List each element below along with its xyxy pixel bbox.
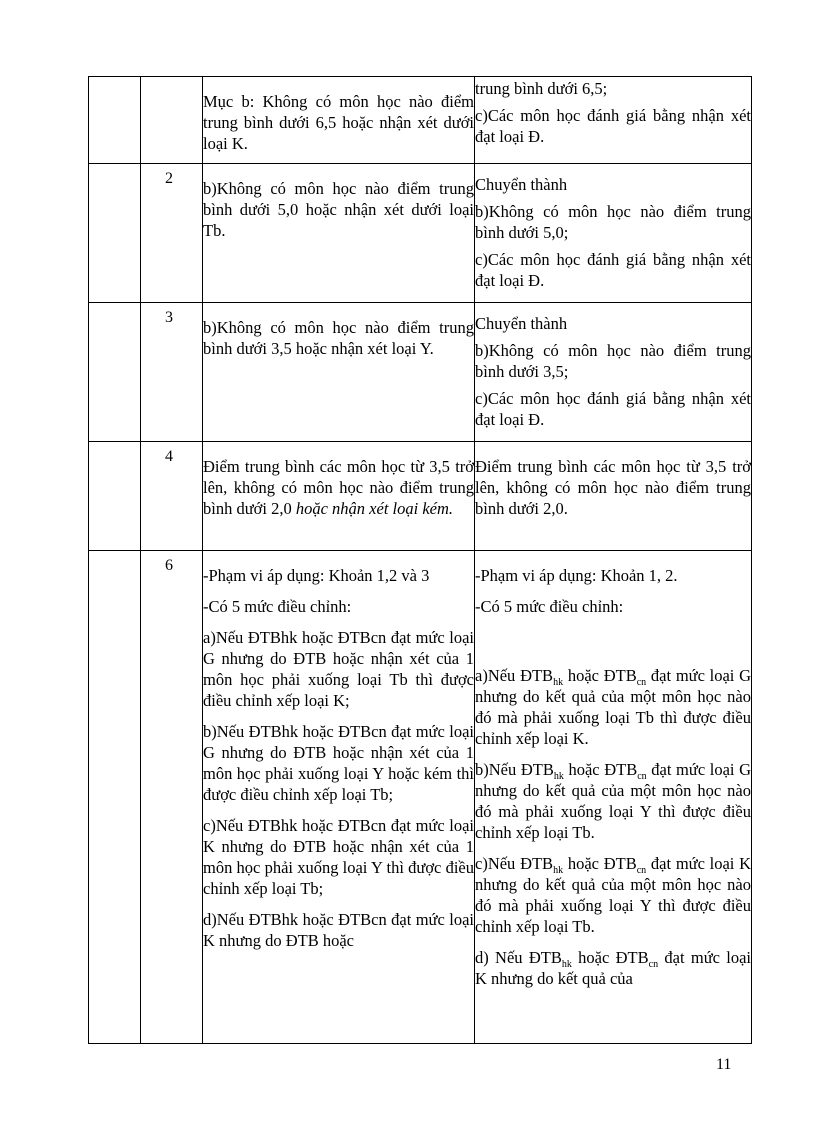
row-number <box>141 77 203 164</box>
old-text-italic: hoặc nhận xét loại kém. <box>295 499 454 518</box>
empty-cell <box>89 442 141 551</box>
row-number: 3 <box>141 303 203 442</box>
old-text: b)Nếu ĐTBhk hoặc ĐTBcn đạt mức loại G nhưng do ĐTB hoặc nhận xét của 1 môn học phải xuống loại Y hoặc kém thì được điều chỉnh xếp loại Tb; <box>203 722 474 804</box>
old-text-cell <box>203 77 475 164</box>
page-number: 11 <box>716 1056 732 1073</box>
empty-cell <box>89 164 141 303</box>
row-number: 2 <box>141 164 203 303</box>
new-text-cell <box>475 551 752 1044</box>
new-text-cell <box>475 442 752 551</box>
old-text: b)Không có môn học nào điểm trung bình dưới 3,5 hoặc nhận xét loại Y. <box>203 318 474 358</box>
table-row <box>89 442 752 551</box>
empty-cell <box>89 551 141 1044</box>
new-text: b)Không có môn học nào điểm trung bình dưới 5,0; <box>475 202 751 242</box>
new-text: Chuyển thành <box>475 314 568 333</box>
old-text-cell <box>203 551 475 1044</box>
new-text: b)Không có môn học nào điểm trung bình dưới 3,5; <box>475 341 751 381</box>
new-text: -Phạm vi áp dụng: Khoản 1, 2. <box>475 566 678 585</box>
new-text-b: b)Nếu $ĐTB_{hk}$ hoặc $ĐTB_{cn}$ đạt mức loại G nhưng do kết quả của một môn học nào đó mà phải xuống loại Y thì được điều chỉnh xếp loại Tb. <box>475 760 752 842</box>
new-text: Điểm trung bình các môn học từ 3,5 trở lên, không có môn học nào điểm trung bình dưới 2,0. <box>475 457 751 518</box>
row-number: 6 <box>141 551 203 1044</box>
table-row <box>89 303 752 442</box>
new-text-cell <box>475 303 752 442</box>
table-row <box>89 77 752 164</box>
table-row <box>89 551 752 1044</box>
empty-cell <box>89 77 141 164</box>
old-text-cell <box>203 442 475 551</box>
table-row <box>89 164 752 303</box>
new-text: c)Các môn học đánh giá bằng nhận xét đạt loại Đ. <box>475 250 751 290</box>
old-text: c)Nếu ĐTBhk hoặc ĐTBcn đạt mức loại K nhưng do ĐTB hoặc nhận xét của 1 môn học phải xuống loại Y thì được điều chỉnh xếp loại Tb; <box>203 816 474 898</box>
old-text: d)Nếu ĐTBhk hoặc ĐTBcn đạt mức loại K nhưng do ĐTB hoặc <box>203 910 474 950</box>
new-text: -Có 5 mức điều chỉnh: <box>475 597 624 616</box>
new-text: c)Các môn học đánh giá bằng nhận xét đạt loại Đ. <box>475 389 751 429</box>
new-text-c: c)Nếu $ĐTB_{hk}$ hoặc $ĐTB_{cn}$ đạt mức loại K nhưng do kết quả của một môn học nào đó mà phải xuống loại Y thì được điều chỉnh xếp loại Tb. <box>475 854 752 936</box>
new-text-cell <box>475 164 752 303</box>
old-text <box>203 456 474 519</box>
new-text-a: a)Nếu $ĐTB_{hk}$ hoặc $ĐTB_{cn}$ đạt mức loại G nhưng do kết quả của một môn học nào đó mà phải xuống loại Tb thì được điều chỉnh xếp loại K. <box>475 666 752 748</box>
blank-space <box>475 617 751 665</box>
new-text: c)Các môn học đánh giá bằng nhận xét đạt loại Đ. <box>475 106 751 146</box>
old-text-cell <box>203 303 475 442</box>
old-text-cell <box>203 164 475 303</box>
old-text: -Phạm vi áp dụng: Khoản 1,2 và 3 <box>203 566 430 585</box>
old-text: -Có 5 mức điều chỉnh: <box>203 597 352 616</box>
empty-cell <box>89 303 141 442</box>
new-text-d: d) Nếu $ĐTB_{hk}$ hoặc $ĐTB_{cn}$ đạt mức loại K nhưng do kết quả của <box>475 948 752 988</box>
new-text: trung bình dưới 6,5; <box>475 79 608 98</box>
old-text: Mục b: Không có môn học nào điểm trung bình dưới 6,5 hoặc nhận xét dưới loại K. <box>203 92 474 153</box>
new-text: Chuyển thành <box>475 175 568 194</box>
old-text-main: Điểm trung bình các môn học từ 3,5 trở lên, không có môn học nào điểm trung bình dưới 2,0 <box>203 457 474 518</box>
old-text: b)Không có môn học nào điểm trung bình dưới 5,0 hoặc nhận xét dưới loại Tb. <box>203 179 474 240</box>
amendment-table <box>88 76 752 1044</box>
row-number: 4 <box>141 442 203 551</box>
new-text-cell <box>475 77 752 164</box>
old-text: a)Nếu ĐTBhk hoặc ĐTBcn đạt mức loại G nhưng do ĐTB hoặc nhận xét của 1 môn học phải xuống loại Tb thì được điều chỉnh xếp loại K; <box>203 628 474 710</box>
